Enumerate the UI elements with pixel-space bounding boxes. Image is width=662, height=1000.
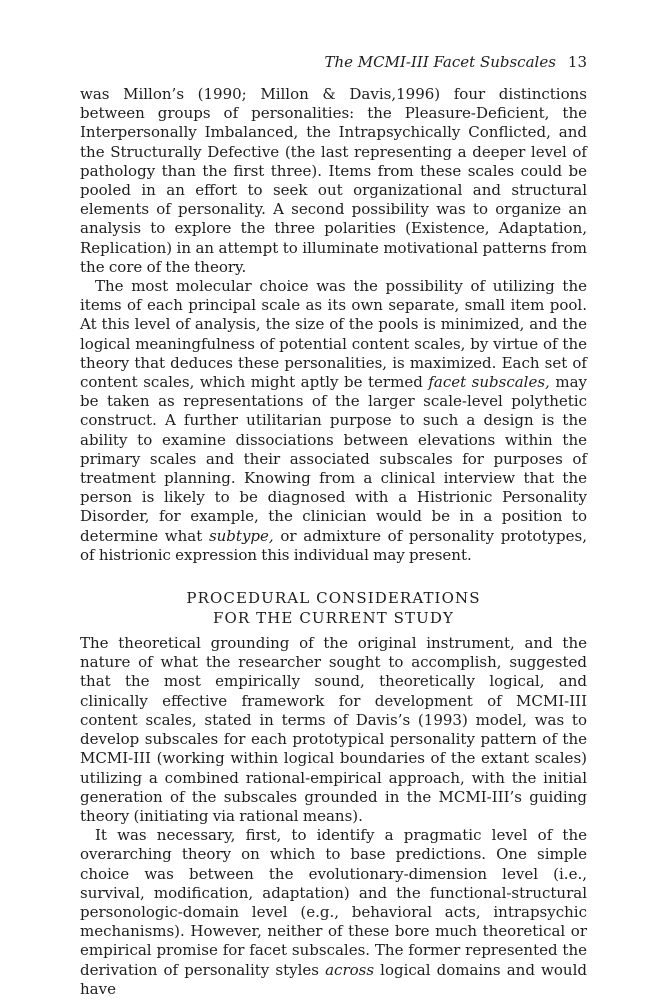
across-term: across: [325, 960, 375, 979]
running-head: [80, 52, 587, 72]
paragraph-2: [80, 277, 587, 565]
paragraph-3: The theoretical grounding of the original instrument, and the nature of what the researcher sought to accomplish, suggested that the most empirically sound, theoretically logical, and clinically effective framework for development of MCMI-III content scales, stated in terms of Davis’s (1993) model, was to develop subscales for each prototypical personality pattern of the MCMI-III (working within logical boundaries of the extant scales) utilizing a combined rational-empirical approach, with the initial generation of the subscales grounded in the MCMI-III’s guiding theory (initiating via rational means).: [80, 634, 587, 825]
running-head-title: The MCMI-III Facet Subscales: [324, 53, 556, 71]
paragraph-1: was Millon’s (1990; Millon & Davis,1996) four distinctions between groups of personalities: the Pleasure-Deficient, the Interpersonally Imbalanced, the Intrapsychically Conflicted, and the Structurally Defective (the last representing a deeper level of pathology than the first three). Items from these scales could be pooled in an effort to seek out organizational and structural elements of personality. A second possibility was to organize an analysis to explore the three polarities (Existence, Adaptation, Replication) in an attempt to illuminate motivational patterns from the core of the theory.: [80, 85, 587, 276]
paragraph-2-part-c: may be taken as representations of the larger scale-level polythetic construct. A further utilitarian purpose to such a design is the ability to examine dissociations between elevations within the primary scales and their associated subscales for purposes of treatment planning. Knowing from a clinical interview that the person is likely to be diagnosed with a Histrionic Personality Disorder, for example, the clinician would be in a position to determine what: [80, 373, 587, 545]
subtype-term: subtype,: [208, 526, 274, 545]
facet-subscales-term: facet subscales,: [428, 373, 550, 392]
paragraph-2-part-e: or admixture of personality prototypes, of histrionic expression this individual may present.: [80, 526, 587, 564]
section-heading: [80, 588, 587, 628]
section-heading-line-2: FOR THE CURRENT STUDY: [212, 609, 455, 628]
paragraph-2-part-a: The most molecular choice was the possibility of utilizing the items of each principal scale as its own separate, small item pool. At this level of analysis, the size of the pools is minimized, and the logical meaningfulness of potential content scales, by virtue of the theory that deduces these personalities, is maximized. Each set of content scales, which might aptly be termed: [80, 277, 587, 392]
paragraph-4-part-a: It was necessary, first, to identify a pragmatic level of the overarching theory on which to base predictions. One simple choice was between the evolutionary-dimension level (i.e., survival, modification, adaptation) and the functional-structural personologic-domain level (e.g., behavioral acts, intrapsychic mechanisms). However, neither of these bore much theoretical or empirical promise for facet subscales. The former represented the derivation of personality styles: [80, 826, 587, 979]
paragraph-4-part-c: logical domains and would have: [80, 960, 587, 998]
paragraph-4: [80, 826, 587, 999]
page-number: 13: [567, 53, 587, 71]
book-page: [80, 52, 587, 999]
section-heading-line-1: PROCEDURAL CONSIDERATIONS: [186, 589, 481, 608]
